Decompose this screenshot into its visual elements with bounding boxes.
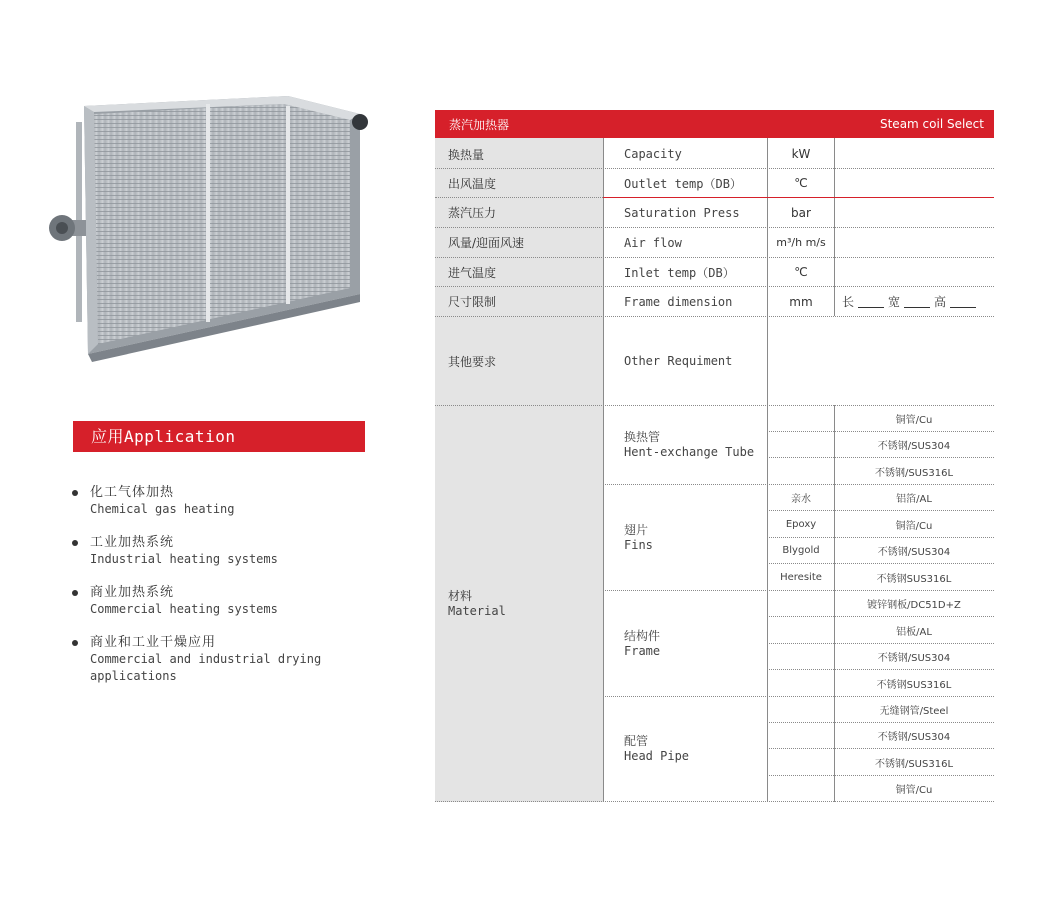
- material-group-fins: [624, 485, 764, 590]
- application-item-cn: 工业加热系统: [90, 535, 175, 550]
- application-heading: 应用Application: [73, 421, 365, 452]
- fin-coating: Epoxy: [785, 518, 817, 530]
- param-label-cn: 尺寸限制: [448, 295, 497, 309]
- param-label-en: Outlet temp（DB）: [624, 176, 742, 191]
- material-option: 不锈钢SUS316L: [876, 679, 952, 691]
- material-group-tube: [624, 406, 764, 484]
- param-label-en: Frame dimension: [624, 294, 733, 309]
- param-label-cn: 蒸汽压力: [448, 206, 497, 220]
- group-label-cn: 配管: [624, 734, 649, 748]
- param-label-en: Inlet temp（DB）: [624, 265, 735, 280]
- material-option: 不锈钢/SUS316L: [874, 467, 954, 479]
- param-label-en: Capacity: [624, 147, 682, 161]
- param-label-cn: 出风温度: [448, 176, 497, 191]
- application-item-cn: 商业和工业干燥应用: [90, 635, 217, 650]
- param-unit: bar: [791, 205, 811, 220]
- group-label-en: Fins: [624, 537, 653, 552]
- selection-title-en: Steam coil Select: [879, 117, 984, 131]
- width-blank[interactable]: [904, 295, 930, 308]
- height-blank[interactable]: [950, 295, 976, 308]
- application-item-cn: 商业加热系统: [90, 585, 175, 600]
- other-label-cn: 其他要求: [448, 354, 497, 369]
- param-unit: kW: [791, 147, 811, 161]
- column-divider: [603, 138, 604, 802]
- fin-coating: Blygold: [782, 545, 820, 556]
- application-item-cn: 化工气体加热: [90, 485, 175, 500]
- selection-title-cn: 蒸汽加热器: [449, 117, 510, 132]
- param-label-cn: 风量/迎面风速: [448, 236, 525, 250]
- application-item: [72, 534, 412, 584]
- bullet-icon: [72, 540, 78, 546]
- steam-coil-product-image: [48, 92, 378, 382]
- length-blank[interactable]: [858, 295, 884, 308]
- dimension-fields: [842, 287, 992, 316]
- group-label-cn: 结构件: [624, 628, 661, 643]
- selection-table-header: [435, 110, 994, 138]
- application-item-en: Chemical gas heating: [90, 502, 235, 516]
- material-option: 铜管/Cu: [895, 415, 933, 426]
- material-option: 不锈钢/SUS304: [877, 653, 951, 664]
- material-group-frame: [624, 591, 764, 696]
- param-label-en: Saturation Press: [624, 205, 740, 220]
- fin-coating: Heresite: [780, 571, 822, 583]
- material-option: 不锈钢SUS316L: [876, 573, 952, 585]
- material-option: 不锈钢/SUS304: [877, 732, 951, 743]
- param-unit: mm: [789, 294, 813, 309]
- application-item: [72, 634, 412, 684]
- application-list: [72, 484, 412, 684]
- material-option: 铝箔/AL: [896, 494, 932, 505]
- length-label: 长: [842, 295, 855, 309]
- group-label-cn: 换热管: [624, 430, 661, 444]
- other-label-en: Other Requiment: [624, 354, 733, 368]
- material-option: 无缝钢管/Steel: [879, 706, 949, 717]
- application-item: [72, 584, 412, 634]
- material-group-head-pipe: [624, 697, 764, 801]
- application-item: [72, 484, 412, 534]
- material-option: 不锈钢/SUS304: [877, 441, 951, 452]
- height-label: 高: [934, 295, 947, 309]
- material-option: 铝板/AL: [896, 626, 932, 638]
- material-option: 镀锌钢板/DC51D+Z: [867, 600, 961, 611]
- bullet-icon: [72, 640, 78, 646]
- row-divider: [435, 801, 994, 802]
- application-item-en: Commercial and industrial drying applications: [90, 652, 322, 683]
- param-unit: ℃: [794, 176, 808, 190]
- material-option: 铜箔/Cu: [895, 520, 933, 532]
- material-option: 不锈钢/SUS304: [877, 547, 951, 558]
- group-label-en: Frame: [624, 643, 661, 658]
- material-label: [448, 406, 598, 801]
- material-label-en: Material: [448, 603, 506, 618]
- group-label-en: Hent-exchange Tube: [624, 445, 755, 459]
- bullet-icon: [72, 590, 78, 596]
- material-label-cn: 材料: [448, 588, 473, 603]
- group-label-en: Head Pipe: [624, 749, 690, 763]
- material-option: 铜管/Cu: [895, 785, 933, 796]
- fin-coating: 亲水: [791, 494, 811, 505]
- param-unit: m³/h m/s: [776, 236, 826, 249]
- width-label: 宽: [888, 295, 901, 309]
- param-label-cn: 换热量: [448, 147, 485, 162]
- application-item-en: Commercial heating systems: [90, 602, 278, 616]
- param-unit: ℃: [794, 265, 808, 279]
- application-item-en: Industrial heating systems: [90, 552, 278, 566]
- param-label-en: Air flow: [624, 235, 682, 250]
- group-label-cn: 翅片: [624, 522, 649, 537]
- material-option: 不锈钢/SUS316L: [874, 758, 954, 770]
- param-label-cn: 进气温度: [448, 265, 497, 280]
- bullet-icon: [72, 490, 78, 496]
